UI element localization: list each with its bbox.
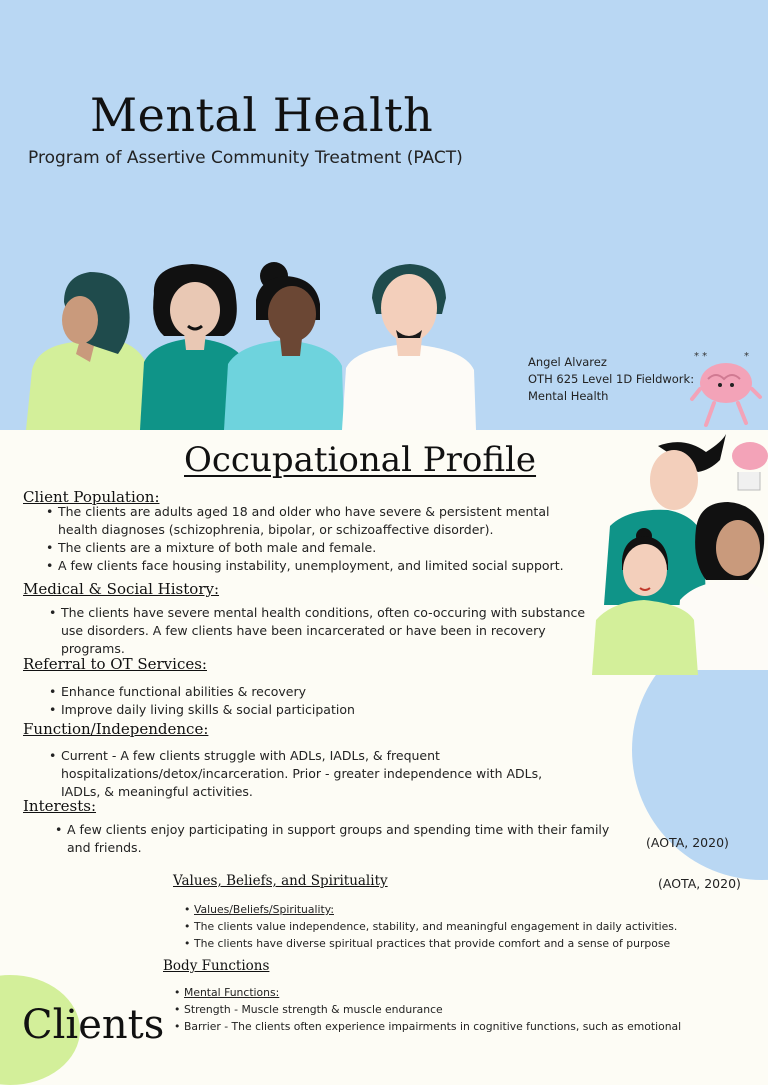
list-item: • Strength - Muscle strength & muscle endurance: [174, 1001, 681, 1018]
heading-medical-history: Medical & Social History:: [23, 580, 220, 598]
svg-text:* *: * *: [694, 351, 708, 362]
page-subtitle: Program of Assertive Community Treatment (PACT): [28, 148, 463, 168]
title-banner: [0, 0, 768, 430]
brain-mascot-icon: [688, 345, 764, 430]
list-function: [49, 747, 559, 801]
list-item: • Barrier - The clients often experience impairments in cognitive functions, such as emotional: [174, 1018, 681, 1035]
list-item: • Values/Beliefs/Spirituality:: [184, 901, 677, 918]
list-body-functions: [174, 984, 681, 1035]
list-item: • Mental Functions:: [174, 984, 681, 1001]
group-illustration: [588, 430, 768, 675]
list-values: [184, 901, 677, 952]
list-referral: [49, 683, 589, 719]
citation: (AOTA, 2020): [646, 835, 729, 850]
list-item: • The clients have diverse spiritual practices that provide comfort and a sense of purpose: [184, 935, 677, 952]
heading-function: Function/Independence:: [23, 720, 209, 738]
list-interests: [55, 821, 615, 857]
person-cyan-shirt: [224, 262, 344, 430]
citation: (AOTA, 2020): [658, 876, 741, 891]
heading-client-population: Client Population:: [23, 488, 160, 506]
fieldwork-topic: Mental Health: [528, 389, 609, 403]
list-client-population: [46, 503, 586, 575]
list-item: • Improve daily living skills & social participation: [49, 701, 589, 719]
heading-referral: Referral to OT Services:: [23, 655, 207, 673]
list-medical-history: [49, 604, 589, 658]
person-white-shirt: [342, 264, 476, 430]
author-info: [528, 354, 694, 405]
list-item: • The clients have severe mental health conditions, often co-occuring with substance use disorders. A few clients have been incarcerated or have been in recovery programs.: [49, 604, 589, 658]
person-lime-shirt: [26, 272, 154, 430]
heading-interests: Interests:: [23, 797, 97, 815]
list-item: • The clients are a mixture of both male and female.: [46, 539, 586, 557]
next-section-heading: Clients: [22, 1002, 165, 1048]
list-item: • The clients value independence, stability, and meaningful engagement in daily activities.: [184, 918, 677, 935]
list-item: • A few clients enjoy participating in support groups and spending time with their family and friends.: [55, 821, 615, 857]
list-item: • A few clients face housing instability, unemployment, and limited social support.: [46, 557, 586, 575]
list-item: • Enhance functional abilities & recovery: [49, 683, 589, 701]
page-title: Mental Health: [90, 88, 434, 142]
heading-body-functions: Body Functions: [163, 958, 270, 974]
section-title: Occupational Profile: [184, 440, 537, 480]
svg-text:*: *: [744, 351, 749, 362]
list-item: • Current - A few clients struggle with ADLs, IADLs, & frequent hospitalizations/detox/incarceration. Prior - greater independence with ADLs, IADLs, & meaningful activities.: [49, 747, 559, 801]
people-illustration: [24, 258, 484, 430]
heading-values: Values, Beliefs, and Spirituality: [173, 873, 388, 889]
author-name: Angel Alvarez: [528, 355, 607, 369]
course-name: OTH 625 Level 1D Fieldwork:: [528, 372, 695, 386]
list-item: • The clients are adults aged 18 and older who have severe & persistent mental health diagnoses (schizophrenia, bipolar, or schizoaffective disorder).: [46, 503, 586, 539]
